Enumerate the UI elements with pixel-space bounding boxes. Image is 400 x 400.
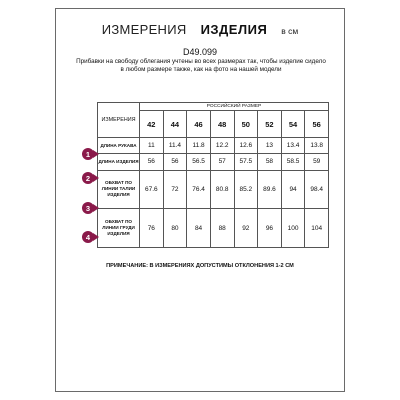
table-cell: 58 xyxy=(258,154,282,170)
table-cell: 56 xyxy=(140,154,164,170)
marker-3-pointer-icon xyxy=(93,204,99,212)
table-cell: 58.5 xyxy=(281,154,305,170)
size-header: 56 xyxy=(305,111,329,138)
table-cell: 76.4 xyxy=(187,170,211,209)
table-cell: 92 xyxy=(234,209,258,248)
table-cell: 89.6 xyxy=(258,170,282,209)
row-label-chest-girth: ОБХВАТ ПО ЛИНИИ ГРУДИ ИЗДЕЛИЯ xyxy=(98,209,140,248)
sheet-title xyxy=(56,21,344,39)
size-header: 52 xyxy=(258,111,282,138)
measurements-header: ИЗМЕРЕНИЯ xyxy=(98,103,140,138)
size-header: 48 xyxy=(210,111,234,138)
table-cell: 12.6 xyxy=(234,138,258,154)
table-cell: 57.5 xyxy=(234,154,258,170)
marker-1-pointer-icon xyxy=(93,150,99,158)
table-cell: 88 xyxy=(210,209,234,248)
size-header: 46 xyxy=(187,111,211,138)
table-cell: 57 xyxy=(210,154,234,170)
table-cell: 11 xyxy=(140,138,164,154)
fit-allowance-note: Прибавки на свободу облегания учтены во всех размерах так, чтобы изделие сидело в любом размере также, как на фото на нашей модели xyxy=(76,58,326,73)
table-cell: 11.4 xyxy=(163,138,187,154)
table-cell: 98.4 xyxy=(305,170,329,209)
table-cell: 80 xyxy=(163,209,187,248)
table-row xyxy=(98,138,329,154)
size-header: 54 xyxy=(281,111,305,138)
table-cell: 13.4 xyxy=(281,138,305,154)
table-cell: 13 xyxy=(258,138,282,154)
title-unit: в см xyxy=(281,26,299,36)
table-cell: 104 xyxy=(305,209,329,248)
table-cell: 94 xyxy=(281,170,305,209)
table-row xyxy=(98,209,329,248)
marker-2-badge: 2 xyxy=(82,172,94,184)
article-number: D49.099 xyxy=(182,47,218,57)
size-table xyxy=(97,102,329,248)
table-row xyxy=(98,170,329,209)
row-label-sleeve-length: ДЛИНА РУКАВА xyxy=(98,138,140,154)
size-header: 42 xyxy=(140,111,164,138)
marker-3-badge: 3 xyxy=(82,202,94,214)
table-cell: 72 xyxy=(163,170,187,209)
table-cell: 85.2 xyxy=(234,170,258,209)
table-cell: 84 xyxy=(187,209,211,248)
table-cell: 67.6 xyxy=(140,170,164,209)
size-header: 44 xyxy=(163,111,187,138)
table-cell: 100 xyxy=(281,209,305,248)
marker-4-badge: 4 xyxy=(82,231,94,243)
tolerance-note: ПРИМЕЧАНИЕ: В ИЗМЕРЕНИЯХ ДОПУСТИМЫ ОТКЛОНЕНИЯ 1-2 СМ xyxy=(106,263,294,269)
table-cell: 11.8 xyxy=(187,138,211,154)
table-cell: 96 xyxy=(258,209,282,248)
size-header: 50 xyxy=(234,111,258,138)
table-cell: 13.8 xyxy=(305,138,329,154)
table-cell: 56.5 xyxy=(187,154,211,170)
russian-size-header: РОССИЙСКИЙ РАЗМЕР xyxy=(140,103,329,111)
title-measurements: ИЗМЕРЕНИЯ xyxy=(101,22,187,37)
table-cell: 12.2 xyxy=(210,138,234,154)
table-cell: 59 xyxy=(305,154,329,170)
table-cell: 80.8 xyxy=(210,170,234,209)
table-cell: 56 xyxy=(163,154,187,170)
row-label-waist-girth: ОБХВАТ ПО ЛИНИИ ТАЛИИ ИЗДЕЛИЯ xyxy=(98,170,140,209)
table-row xyxy=(98,154,329,170)
table-cell: 76 xyxy=(140,209,164,248)
marker-2-pointer-icon xyxy=(93,174,99,182)
measurements-sheet xyxy=(55,8,345,392)
marker-4-pointer-icon xyxy=(93,233,99,241)
row-label-product-length: ДЛИНА ИЗДЕЛИЯ xyxy=(98,154,140,170)
marker-1-badge: 1 xyxy=(82,148,94,160)
title-product: ИЗДЕЛИЯ xyxy=(200,22,268,37)
